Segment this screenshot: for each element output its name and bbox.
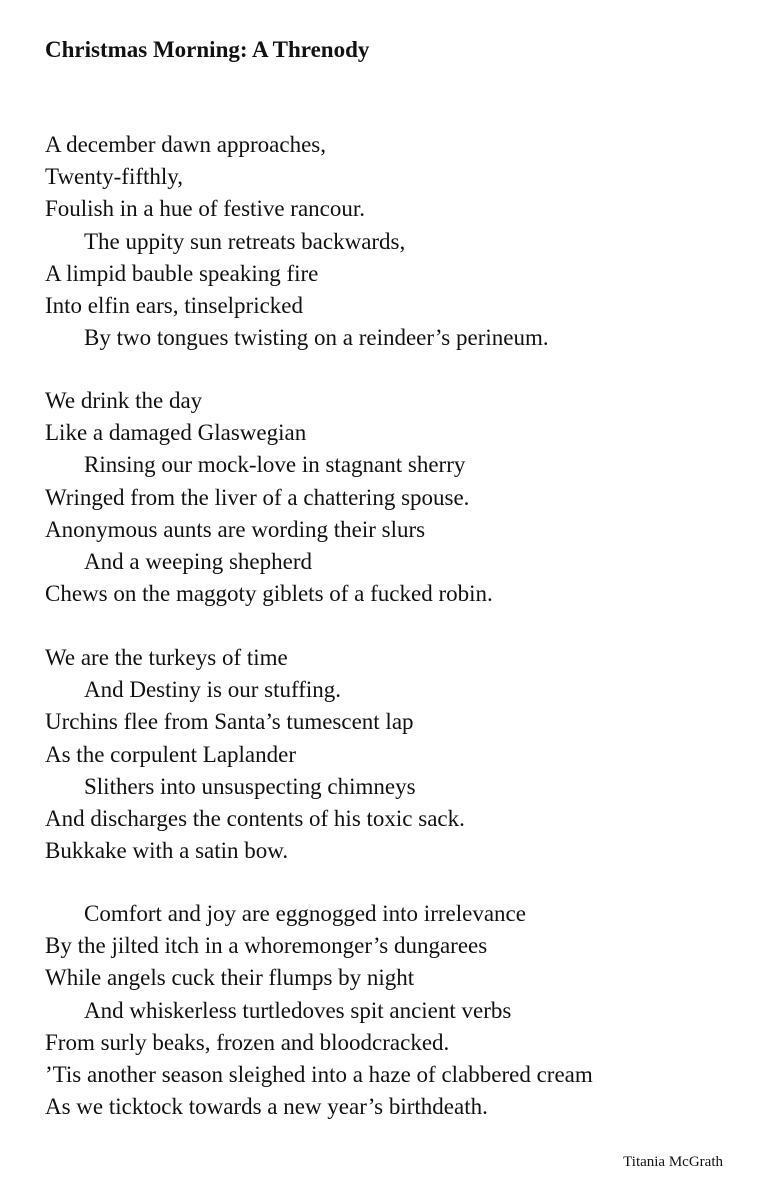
poem-line: Foulish in a hue of festive rancour. [45,196,366,222]
stanza [45,385,493,610]
stanza [45,898,593,1123]
poem-line: Urchins flee from Santa’s tumescent lap [45,709,414,735]
poem-line: Anonymous aunts are wording their slurs [45,516,426,542]
poem-line: As we ticktock towards a new year’s birthdeath. [45,1094,488,1120]
poem-line: Bukkake with a satin bow. [45,838,289,864]
stanza [45,129,549,354]
poem-title: Christmas Morning: A Threnody [45,37,370,62]
poem-line: And a weeping shepherd [84,549,313,575]
poem-line: Rinsing our mock-love in stagnant sherry [84,452,466,478]
poem-line: By two tongues twisting on a reindeer’s perineum. [84,325,549,351]
poem-line: Slithers into unsuspecting chimneys [84,773,416,799]
poem-line: While angels cuck their flumps by night [45,965,415,991]
poem-line: A limpid bauble speaking fire [45,260,319,286]
poem-line: Chews on the maggoty giblets of a fucked robin. [45,581,493,607]
poem-line: We are the turkeys of time [45,645,288,670]
poem-line: And discharges the contents of his toxic sack. [45,806,465,832]
stanza [45,642,465,867]
poem-line: By the jilted itch in a whoremonger’s dungarees [45,933,488,959]
poem-line: ’Tis another season sleighed into a haze of clabbered cream [45,1062,593,1088]
poem-line: And whiskerless turtledoves spit ancient verbs [84,997,512,1023]
poem-line: Twenty-fifthly, [45,164,184,190]
poem-line: We drink the day [45,388,203,413]
poem-line: Like a damaged Glaswegian [45,420,307,446]
poem-line: And Destiny is our stuffing. [84,677,342,703]
poem-line: As the corpulent Laplander [45,741,296,767]
poem-line: From surly beaks, frozen and bloodcracked. [45,1029,450,1055]
poem-line: Into elfin ears, tinselpricked [45,293,304,319]
author-signature: Titania McGrath [623,1154,723,1170]
poem-line: A december dawn approaches, [45,132,326,157]
poem-line: The uppity sun retreats backwards, [84,228,406,254]
poem-line: Comfort and joy are eggnogged into irrelevance [84,901,526,926]
poem-line: Wringed from the liver of a chattering spouse. [45,484,470,510]
